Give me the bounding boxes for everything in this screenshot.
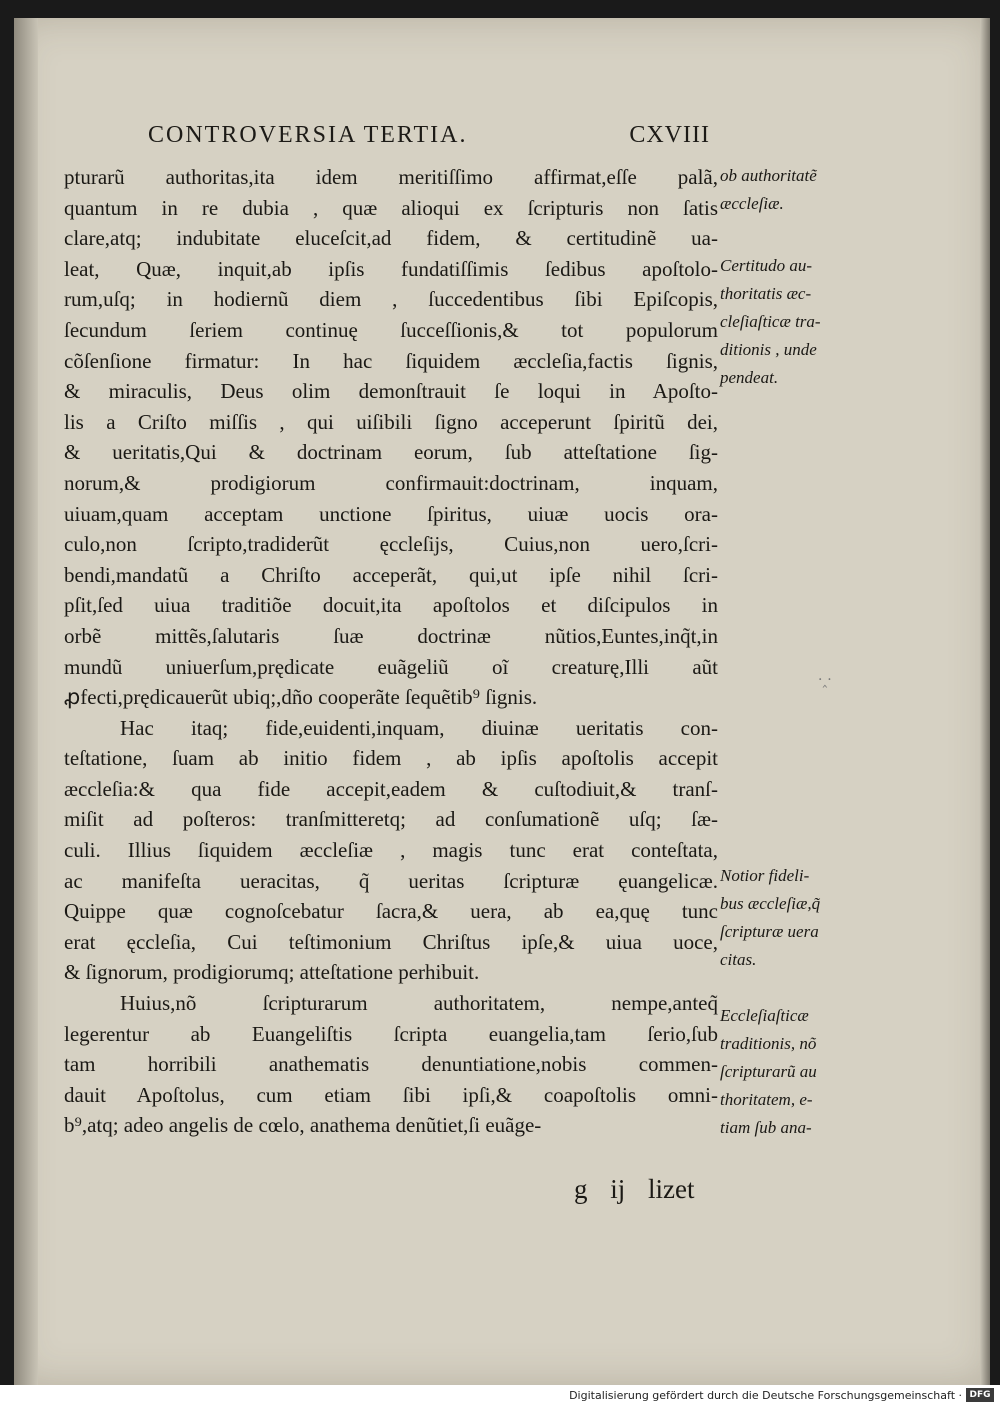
margin-note-line: traditionis, nõ [720, 1034, 817, 1053]
text-line: mundũ uniuerſum,prędicate euãgeliũ oĩ creaturę,Illi aũt [64, 654, 718, 679]
margin-note-line: citas. [720, 950, 757, 969]
margin-note-line: ob authoritatẽ [720, 166, 817, 185]
margin-note-line: Eccleſiaſticæ [720, 1006, 809, 1025]
text-line: Quippe quæ cognoſcebatur ſacra,& uera, ab ea,quę tunc [64, 899, 718, 924]
margin-note-line: bus æccleſiæ,q̃ [720, 894, 821, 913]
funding-credit: Digitalisierung gefördert durch die Deutsche Forschungsgemeinschaft · [569, 1389, 962, 1402]
main-text [64, 162, 718, 1141]
signature-mark: g ij lizet [574, 1174, 695, 1204]
margin-note-line: ditionis , unde [720, 340, 817, 359]
text-line: culi. Illius ſiquidem æccleſiæ , magis tunc erat conteſtata, [64, 838, 718, 863]
margin-note-line: pendeat. [720, 368, 779, 387]
text-line: teſtatione, ſuam ab initio fidem , ab ipſis apoſtolis accepit [64, 746, 718, 771]
page-gutter [14, 18, 38, 1385]
text-line: b⁹,atq; adeo angelis de cœlo, anathema denũtiet,ſi euãge- [64, 1113, 542, 1138]
margin-note-line: ſcripturarũ au [720, 1062, 817, 1081]
running-title: CONTROVERSIA TERTIA. [148, 122, 468, 148]
text-line: pſit,ſed uiua traditiõe docuit,ita apoſtolos et diſcipulos in [64, 593, 718, 618]
text-line: culo,non ſcripto,tradiderũt ęccleſijs, Cuius,non uero,ſcri- [64, 532, 718, 557]
text-line: tam horribili anathematis denuntiatione,nobis commen- [64, 1052, 718, 1077]
text-line: & miraculis, Deus olim demonſtrauit ſe loqui in Apoſto- [64, 379, 718, 404]
text-line: erat ęccleſia, Cui teſtimonium Chriſtus ipſe,& uiua uoce, [64, 929, 718, 954]
margin-note [720, 162, 870, 218]
page-edge [980, 18, 990, 1385]
text-line: orbẽ mittẽs,ſalutaris ſuæ doctrinæ nũtios,Euntes,inq̃t,in [64, 623, 718, 648]
text-line: Hac itaq; fide,euidenti,inquam, diuinæ ueritatis con- [120, 715, 718, 740]
text-line: Huius,nõ ſcripturarum authoritatem, nempe,anteq̃ [120, 991, 718, 1016]
text-line: pturarũ authoritas,ita idem meritiſſimo affirmat,eſſe palã, [64, 165, 718, 189]
text-line: uiuam,quam acceptam unctione ſpiritus, uiuæ uocis ora- [64, 501, 718, 526]
text-line: leat, Quæ, inquit,ab ipſis fundatiſſimis ſedibus apoſtolo- [64, 256, 718, 281]
margin-note-line: thoritatem, e- [720, 1090, 813, 1109]
text-line: æccleſia:& qua fide accepit,eadem & cuſtodiuit,& tranſ- [64, 776, 718, 801]
text-line: quantum in re dubia , quæ alioqui ex ſcripturis non ſatis [64, 195, 718, 220]
text-line: dauit Apoſtolus, cum etiam ſibi ipſi,& coapoſtolis omni- [64, 1082, 718, 1107]
margin-note-line: thoritatis æc- [720, 284, 812, 303]
text-line: norum,& prodigiorum confirmauit:doctrinam, inquam, [64, 470, 718, 495]
margin-note-line: tiam ſub ana- [720, 1118, 812, 1137]
text-line: & ueritatis,Qui & doctrinam eorum, ſub atteſtatione ſig- [64, 440, 718, 465]
text-line: miſit ad poſteros: tranſmitteretq; ad conſumationẽ uſq; ſæ- [64, 807, 718, 832]
text-line: & ſignorum, prodigiorumq; atteſtatione perhibuit. [64, 960, 480, 985]
margin-note-line: æccleſiæ. [720, 194, 784, 213]
dfg-logo-icon: DFG [966, 1388, 994, 1402]
margin-note [720, 1002, 870, 1142]
margin-note [720, 252, 870, 392]
margin-note-line: Notior fideli- [720, 866, 810, 885]
text-line: bendi,mandatũ a Chriſto acceperãt, qui,ut ipſe nihil ſcri- [64, 562, 718, 587]
margin-note [720, 862, 870, 974]
text-line: ſecundum ſeriem continuę ſucceſſionis,& tot populorum [64, 317, 718, 342]
text-line: lis a Criſto miſſis , qui uiſibili ſigno acceperunt ſpiritũ dei, [64, 409, 718, 434]
ink-smudge-icon: ·‸· [818, 672, 832, 688]
text-line: rum,uſq; in hodiernũ diem , ſuccedentibus ſibi Epiſcopis, [64, 287, 718, 312]
text-line: legerentur ab Euangeliſtis ſcripta euangelia,tam ſerio,ſub [64, 1021, 718, 1046]
folio-number: CXVIII [629, 122, 710, 148]
margin-note-line: cleſiaſticæ tra- [720, 312, 821, 331]
text-line: clare,atq; indubitate eluceſcit,ad fidem, & certitudinẽ ua- [64, 226, 718, 251]
margin-note-line: ſcripturæ uera [720, 922, 819, 941]
text-line: cõſenſione firmatur: In hac ſiquidem æccleſia,factis ſignis, [64, 348, 718, 373]
text-line: ꝓfecti,prędicauerũt ubiq;,dño cooperãte ſequẽtib⁹ ſignis. [64, 685, 538, 710]
footer-bar [0, 1385, 1000, 1407]
margin-note-line: Certitudo au- [720, 256, 813, 275]
text-line: ac manifeſta ueracitas, q̃ ueritas ſcripturæ ęuangelicæ. [64, 868, 718, 893]
